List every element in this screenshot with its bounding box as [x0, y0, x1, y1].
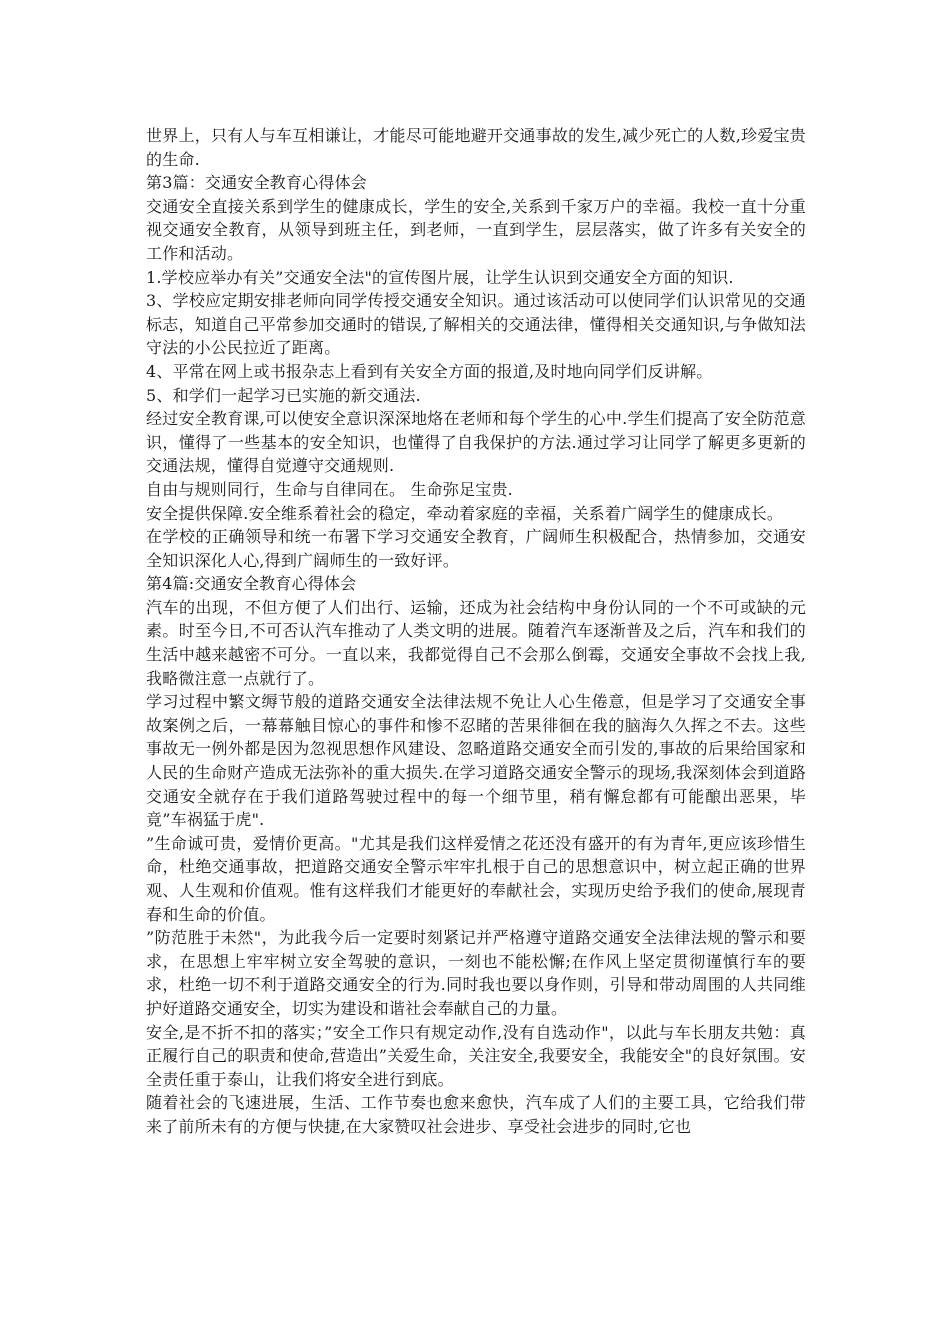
list-item: 3、学校应定期安排老师向同学传授交通安全知识。通过该活动可以使同学们认识常见的交通标志，知道自己平常参加交通时的错误,了解相关的交通法律，懂得相关交通知识,与争做知法守法的小公民拉近了距离。	[146, 291, 806, 358]
list-item: 1.学校应举办有关”交通安全法"的宣传图片展，让学生认识到交通安全方面的知识.	[146, 267, 734, 287]
paragraph: 汽车的出现，不但方便了人们出行、运输，还成为社会结构中身份认同的一个不可或缺的元素。时至今日,不可否认汽车推动了人类文明的进展。随着汽车逐渐普及之后，汽车和我们的生活中越来越密不可分。一直以来，我都觉得自己不会那么倒霉，交通安全事故不会找上我,我略微注意一点就行了。	[146, 597, 806, 688]
paragraph: 自由与规则同行，生命与自律同在。 生命弥足宝贵.	[146, 479, 513, 499]
section-heading: 第3篇：交通安全教育心得体会	[146, 173, 367, 193]
paragraph: 安全提供保障.安全维系着社会的稳定，牵动着家庭的幸福，关系着广阔学生的健康成长。	[146, 503, 784, 523]
paragraph: 随着社会的飞速进展，生活、工作节奏也愈来愈快，汽车成了人们的主要工具，它给我们带来了前所未有的方便与快捷,在大家赞叹社会进步、享受社会进步的同时,它也	[146, 1093, 806, 1136]
paragraph: 交通安全直接关系到学生的健康成长，学生的安全,关系到千家万户的幸福。我校一直十分重视交通安全教育，从领导到班主任，到老师，一直到学生，层层落实，做了许多有关安全的工作和活动。	[146, 196, 806, 263]
document-page	[146, 124, 806, 1139]
paragraph: 在学校的正确领导和统一布署下学习交通安全教育，广阔师生积极配合，热情参加，交通安全知识深化人心,得到广阔师生的一致好评。	[146, 527, 806, 570]
paragraph: 安全,是不折不扣的落实；”安全工作只有规定动作,没有自选动作"，以此与车长朋友共勉：真正履行自己的职责和使命,营造出”关爱生命，关注安全,我要安全，我能安全"的良好氛围。安全责任重于泰山，让我们将安全进行到底。	[146, 1022, 806, 1089]
list-item: 4、平常在网上或书报杂志上看到有关安全方面的报道,及时地向同学们反讲解。	[146, 361, 713, 381]
paragraph: 世界上，只有人与车互相谦让，才能尽可能地避开交通事故的发生,减少死亡的人数,珍爱宝贵的生命.	[146, 126, 806, 169]
paragraph: ”生命诚可贵，爱情价更高。"尤其是我们这样爱情之花还没有盛开的有为青年,更应该珍惜生命，杜绝交通事故，把道路交通安全警示牢牢扎根于自己的思想意识中，树立起正确的世界观、人生观和价值观。惟有这样我们才能更好的奉献社会，实现历史给予我们的使命,展现青春和生命的价值。	[146, 833, 806, 924]
paragraph: 学习过程中繁文缛节般的道路交通安全法律法规不免让人心生倦意，但是学习了交通安全事故案例之后，一幕幕触目惊心的事件和惨不忍睹的苦果徘徊在我的脑海久久挥之不去。这些事故无一例外都是因为忽视思想作风建设、忽略道路交通安全而引发的,事故的后果给国家和人民的生命财产造成无法弥补的重大损失.在学习道路交通安全警示的现场,我深刻体会到道路交通安全就存在于我们道路驾驶过程中的每一个细节里，稍有懈怠都有可能酿出恶果，毕竟”车祸猛于虎".	[146, 692, 806, 830]
list-item: 5、和学们一起学习已实施的新交通法.	[146, 385, 421, 405]
section-heading: 第4篇:交通安全教育心得体会	[146, 574, 357, 594]
paragraph: ”防范胜于未然"，为此我今后一定要时刻紧记并严格遵守道路交通安全法律法规的警示和要求，在思想上牢牢树立安全驾驶的意识，一刻也不能松懈;在作风上坚定贯彻谨慎行车的要求，杜绝一切不利于道路交通安全的行为.同时我也要以身作则，引导和带动周围的人共同维护好道路交通安全，切实为建设和谐社会奉献自己的力量。	[146, 928, 806, 1018]
paragraph: 经过安全教育课,可以使安全意识深深地烙在老师和每个学生的心中.学生们提高了安全防范意识，懂得了一些基本的安全知识，也懂得了自我保护的方法.通过学习让同学了解更多更新的交通法规，懂得自觉遵守交通规则.	[146, 409, 806, 476]
